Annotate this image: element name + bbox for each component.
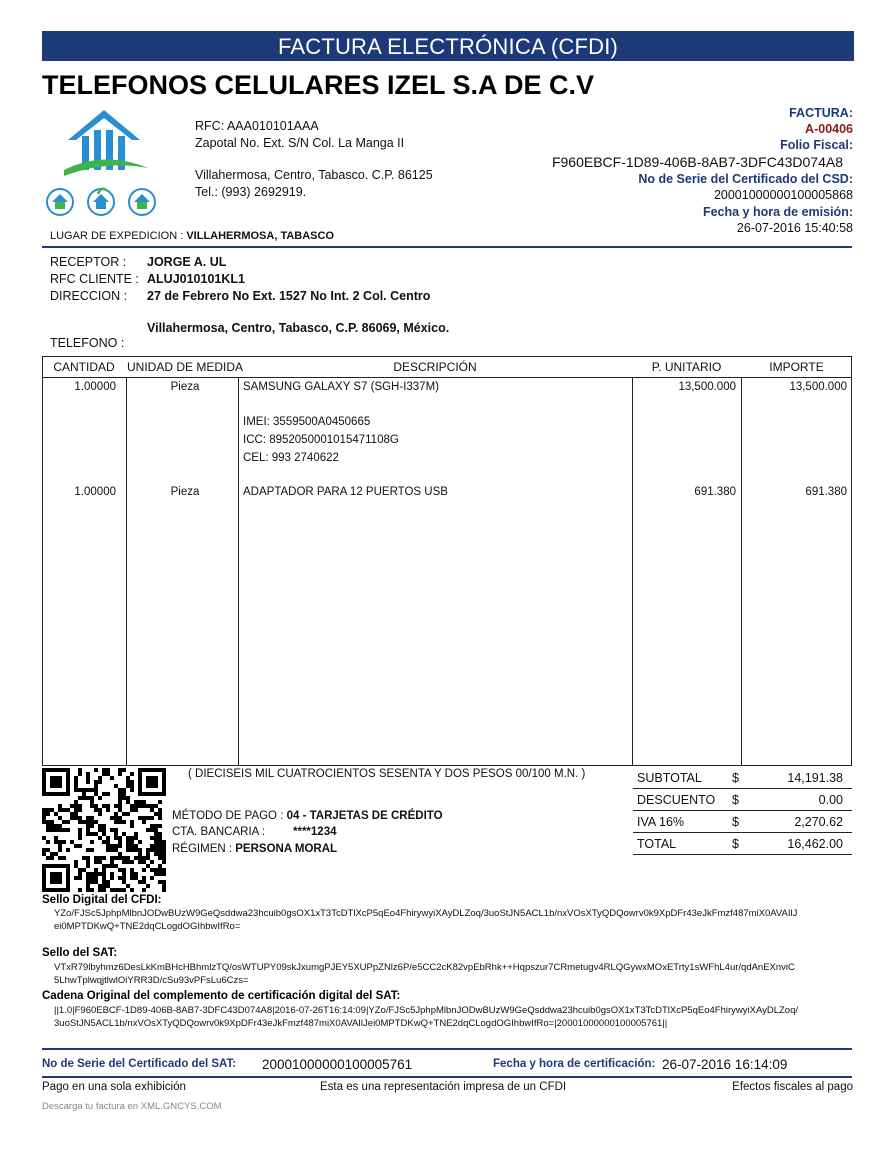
footer-cfdi-note: Esta es una representación impresa de un CFDI <box>320 1081 567 1093</box>
header-unidad: UNIDAD DE MEDIDA <box>126 360 243 374</box>
cfdi-seal-line2: ei0MPTDKwQ+TNE2dqCLogdOGIhbwIfRo= <box>54 921 241 932</box>
table-col-divider <box>741 377 742 766</box>
row-cantidad: 1.00000 <box>74 486 116 498</box>
table-col-divider <box>632 377 633 766</box>
rfc-client-value: ALUJ010101KL1 <box>147 272 245 286</box>
issuer-rfc: RFC: AAA010101AAA <box>195 119 319 133</box>
totals-divider <box>633 854 852 855</box>
original-chain-label: Cadena Original del complemento de certificación digital del SAT: <box>42 990 401 1002</box>
row-detail-icc: ICC: 8952050001015471108G <box>243 434 399 446</box>
address-label: DIRECCION : <box>50 289 128 303</box>
emission-date-value: 26-07-2016 15:40:58 <box>736 221 853 235</box>
row-unidad: Pieza <box>170 381 200 393</box>
table-col-divider <box>238 377 239 766</box>
regime <box>172 843 337 855</box>
csd-serial-value: 20001000000100005868 <box>713 188 853 202</box>
totals-divider <box>633 832 852 833</box>
row-unitario: 691.380 <box>694 486 736 498</box>
discount-currency: $ <box>732 793 739 807</box>
iva-currency: $ <box>732 815 739 829</box>
certification-top-divider <box>42 1048 852 1050</box>
discount-label: DESCUENTO <box>637 793 716 807</box>
csd-serial-label: No de Serie del Certificado del CSD: <box>638 172 853 186</box>
original-chain-line2: 3uoStJN5ACL1b/nxVOsXTyQDQowrv0k9XpDFr43eJkFmzf487miX0AVAIlJei0MPTDKwQ+TNE2dqCLogdOGIhbwIfRo=|20001000000100005761|| <box>54 1018 668 1029</box>
iva-label: IVA 16% <box>637 815 685 829</box>
company-name: TELEFONOS CELULARES IZEL S.A DE C.V <box>42 70 595 100</box>
place-of-issue <box>50 230 334 242</box>
total-currency: $ <box>732 837 739 851</box>
table-col-divider <box>126 377 127 766</box>
rfc-client-label: RFC CLIENTE : <box>50 272 139 286</box>
subtotal-label: SUBTOTAL <box>637 771 702 785</box>
address-line2: Villahermosa, Centro, Tabasco, C.P. 86069, México. <box>147 321 450 335</box>
footer-fiscal-note: Efectos fiscales al pago <box>732 1081 853 1093</box>
totals-divider <box>633 810 852 811</box>
document-banner: FACTURA ELECTRÓNICA (CFDI) <box>42 31 854 61</box>
invoice-label: FACTURA: <box>789 106 853 120</box>
row-detail-cel: CEL: 993 2740622 <box>243 452 339 464</box>
header-importe: IMPORTE <box>769 360 824 374</box>
sat-seal-line2: 5LhwTplwqjtlwlOiYRR3D/cSu93vPFsLu6Czs= <box>54 975 249 986</box>
total-label: TOTAL <box>637 837 677 851</box>
payment-method <box>172 810 443 822</box>
subtotal-currency: $ <box>732 771 739 785</box>
emission-date-label: Fecha y hora de emisión: <box>702 205 853 219</box>
subtotal-value: 14,191.38 <box>787 771 843 785</box>
iva-value: 2,270.62 <box>794 815 843 829</box>
folio-fiscal-value: F960EBCF-1D89-406B-8AB7-3DFC43D074A8 <box>551 154 843 170</box>
regime-label: RÉGIMEN : <box>172 843 233 855</box>
certification-date-value: 26-07-2016 16:14:09 <box>662 1057 788 1072</box>
header-cantidad: CANTIDAD <box>53 360 115 374</box>
header-divider <box>42 246 852 248</box>
discount-value: 0.00 <box>818 793 843 807</box>
sat-seal-line1: VTxR79lbyhmz6DesLkKmBHcHBhmlzTQ/osWTUPY09skJxumgPJEY5XUPpZNlz6P/e5CC2cK82vpEbRhk++Hqpszur7CRmetugv4RLQGywxMOxETrty1sWFhL4ur/qdAnEXnviC <box>54 962 795 973</box>
items-table <box>42 356 852 766</box>
issuer-phone: Tel.: (993) 2692919. <box>195 185 307 199</box>
total-value: 16,462.00 <box>787 837 843 851</box>
company-logo <box>44 106 164 218</box>
sat-certificate-label: No de Serie del Certificado del SAT: <box>42 1058 237 1070</box>
certification-date-label: Fecha y hora de certificación: <box>493 1058 656 1070</box>
issuer-address-line2: Villahermosa, Centro, Tabasco. C.P. 86125 <box>195 168 433 182</box>
bank-account-label: CTA. BANCARIA : <box>172 826 266 838</box>
header-descripcion: DESCRIPCIÓN <box>393 360 477 374</box>
place-of-issue-value: VILLAHERMOSA, TABASCO <box>186 230 335 242</box>
folio-fiscal-label: Folio Fiscal: <box>780 138 853 152</box>
sat-certificate-value: 20001000000100005761 <box>262 1057 413 1072</box>
row-unidad: Pieza <box>170 486 200 498</box>
address-line1: 27 de Febrero No Ext. 1527 No Int. 2 Col. Centro <box>147 289 431 303</box>
row-detail-imei: IMEI: 3559500A0450665 <box>243 416 371 428</box>
qr-code <box>42 768 166 892</box>
cfdi-seal-label: Sello Digital del CFDI: <box>42 894 162 906</box>
certification-bottom-divider <box>42 1076 852 1078</box>
receptor-label: RECEPTOR : <box>50 255 127 269</box>
issuer-address-line1: Zapotal No. Ext. S/N Col. La Manga II <box>195 136 405 150</box>
row-unitario: 13,500.000 <box>678 381 736 393</box>
place-of-issue-label: LUGAR DE EXPEDICION : <box>50 230 184 242</box>
cfdi-seal-line1: YZo/FJSc5JphpMlbnJODwBUzW9GeQsddwa23hcuib0gsOX1xT3TcDTlXcP5qEo4FhirywyiXAyDLZoq/3uoStJN5ACL1b/nxVOsXTyQDQowrv0k9XpDFr43eJkFmzf487miX0AVAIlJ <box>54 908 798 919</box>
payment-method-value: 04 - TARJETAS DE CRÉDITO <box>286 810 443 822</box>
bank-account-value: ****1234 <box>293 826 337 838</box>
receptor-value: JORGE A. UL <box>147 255 227 269</box>
totals-divider <box>633 788 852 789</box>
amount-in-words: ( DIECISEIS MIL CUATROCIENTOS SESENTA Y DOS PESOS 00/100 M.N. ) <box>188 768 586 780</box>
row-cantidad: 1.00000 <box>74 381 116 393</box>
regime-value: PERSONA MORAL <box>235 843 338 855</box>
original-chain-line1: ||1.0|F960EBCF-1D89-406B-8AB7-3DFC43D074A8|2016-07-26T16:14:09|YZo/FJSc5JphpMlbnJODwBUzW9GeQsddwa23hcuib0gsOX1xT3TcDTlXcP5qEo4FhirywyiXAyDLZoq/ <box>54 1005 799 1016</box>
row-importe: 13,500.000 <box>789 381 847 393</box>
phone-label: TELEFONO : <box>50 336 125 350</box>
footer-payment-note: Pago en una sola exhibición <box>42 1081 186 1093</box>
row-descripcion: SAMSUNG GALAXY S7 (SGH-I337M) <box>243 381 439 393</box>
row-descripcion: ADAPTADOR PARA 12 PUERTOS USB <box>243 486 448 498</box>
download-link[interactable]: Descarga tu factura en XML.GNCYS.COM <box>42 1101 222 1112</box>
payment-method-label: MÉTODO DE PAGO : <box>172 810 284 822</box>
row-importe: 691.380 <box>805 486 847 498</box>
table-header-divider <box>42 377 852 378</box>
sat-seal-label: Sello del SAT: <box>42 947 118 959</box>
header-unitario: P. UNITARIO <box>651 360 722 374</box>
invoice-number: A-00406 <box>805 122 853 136</box>
